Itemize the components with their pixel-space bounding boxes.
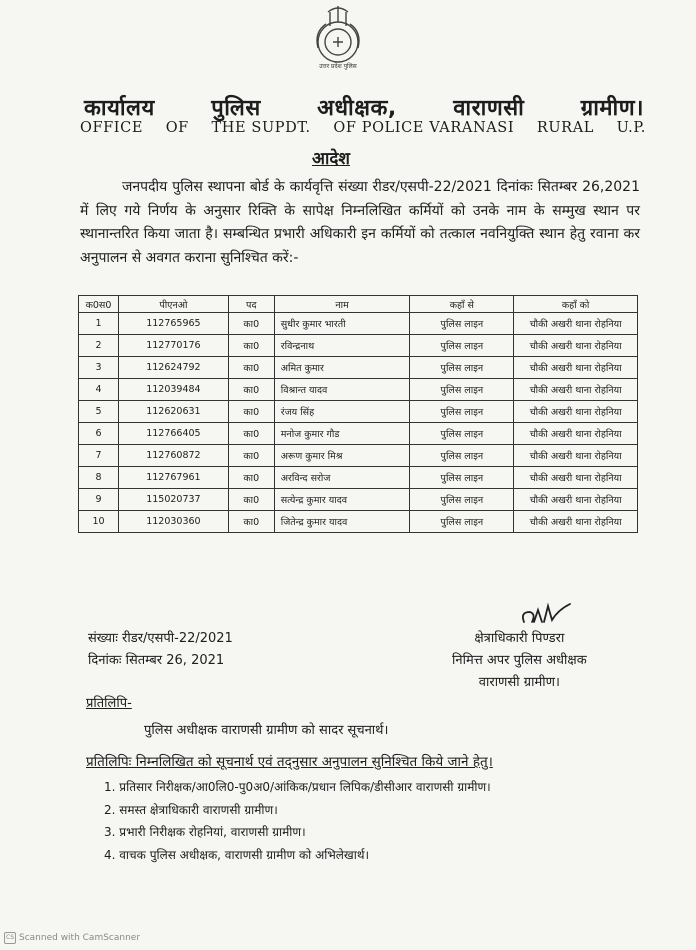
cell-rank: का0 (228, 467, 274, 489)
table-row (79, 445, 638, 467)
cell-rank: का0 (228, 489, 274, 511)
title-word: अधीक्षक, (317, 96, 397, 121)
col-header-pno: पीएनओ (118, 296, 228, 313)
cell-serial: 4 (79, 379, 119, 401)
cell-name: रविन्द्रनाथ (274, 335, 410, 357)
cell-pno: 112765965 (118, 313, 228, 335)
copy-heading-2: प्रतिलिपिः निम्नलिखित को सूचनार्थ एवं तद्नुसार अनुपालन सुनिश्चित किये जाने हेतु। (86, 754, 493, 770)
cell-from: पुलिस लाइन (410, 357, 514, 379)
up-police-emblem-icon (306, 2, 370, 72)
cell-to: चौकी अखरी थाना रोहनिया (514, 401, 638, 423)
table-body (79, 313, 638, 533)
table-row (79, 335, 638, 357)
cell-serial: 8 (79, 467, 119, 489)
col-header-serial: क0स0 (79, 296, 119, 313)
cell-to: चौकी अखरी थाना रोहनिया (514, 511, 638, 533)
col-header-rank: पद (228, 296, 274, 313)
cell-pno: 112770176 (118, 335, 228, 357)
cell-to: चौकी अखरी थाना रोहनिया (514, 467, 638, 489)
col-header-to: कहाँ को (514, 296, 638, 313)
order-title: आदेश (312, 149, 350, 169)
cell-pno: 115020737 (118, 489, 228, 511)
cell-name: मनोज कुमार गौड (274, 423, 410, 445)
title-word: U.P. (616, 120, 646, 136)
cell-name: रंजय सिंह (274, 401, 410, 423)
title-word: RURAL (536, 120, 594, 136)
cell-serial: 1 (79, 313, 119, 335)
cell-pno: 112767961 (118, 467, 228, 489)
copy-heading-1: प्रतिलिपि- (86, 696, 132, 711)
scanner-text: Scanned with CamScanner (19, 933, 141, 943)
order-paragraph-text: जनपदीय पुलिस स्थापना बोर्ड के कार्यवृत्ति संख्या रीडर/एसपी-22/2021 दिनांकः सितम्बर 26,2021 में लिए गये निर्णय के अनुसार रिक्ति के सापेक्ष निम्नलिखित कर्मियों को उनके नाम के सम्मुख स्थान पर स्थानान्तरित किया जाता है। सम्बन्धित प्रभारी अधिकारी इन कर्मियों को तत्काल नवनियुक्ति स्थान हेतु रवाना कर अनुपालन से अवगत कराना सुनिश्चित करें:- (80, 179, 640, 266)
cell-name: विश्रान्त यादव (274, 379, 410, 401)
title-word: THE SUPDT. (211, 120, 311, 136)
table-row (79, 423, 638, 445)
list-item: 4. वाचक पुलिस अधीक्षक, वाराणसी ग्रामीण को अभिलेखार्थ। (104, 847, 370, 862)
cell-to: चौकी अखरी थाना रोहनिया (514, 379, 638, 401)
cell-from: पुलिस लाइन (410, 335, 514, 357)
cell-serial: 3 (79, 357, 119, 379)
cell-rank: का0 (228, 423, 274, 445)
signatory-line3: वाराणसी ग्रामीण। (478, 675, 560, 690)
cell-pno: 112030360 (118, 511, 228, 533)
cell-name: अरविन्द सरोज (274, 467, 410, 489)
title-word: OFFICE (80, 120, 144, 136)
office-title-hindi (84, 92, 644, 122)
cell-pno: 112620631 (118, 401, 228, 423)
cell-to: चौकी अखरी थाना रोहनिया (514, 335, 638, 357)
cell-rank: का0 (228, 357, 274, 379)
col-header-name: नाम (274, 296, 410, 313)
signatory-block (452, 628, 587, 694)
order-paragraph (80, 176, 640, 270)
table-row (79, 357, 638, 379)
svg-text:उत्तर प्रदेश पुलिस: उत्तर प्रदेश पुलिस (319, 63, 357, 70)
signatory-line1: क्षेत्राधिकारी पिण्डरा (474, 631, 565, 646)
cell-pno: 112766405 (118, 423, 228, 445)
cell-to: चौकी अखरी थाना रोहनिया (514, 445, 638, 467)
table-row (79, 511, 638, 533)
office-title-english (80, 120, 646, 136)
camscanner-logo-icon: CS (4, 932, 16, 944)
table-row (79, 401, 638, 423)
title-word: OF (165, 120, 189, 136)
cell-name: सुधीर कुमार भारती (274, 313, 410, 335)
title-word: OF POLICE VARANASI (333, 120, 515, 136)
cell-to: चौकी अखरी थाना रोहनिया (514, 423, 638, 445)
cell-name: अमित कुमार (274, 357, 410, 379)
order-reference (88, 628, 233, 672)
cell-rank: का0 (228, 313, 274, 335)
cell-rank: का0 (228, 511, 274, 533)
cell-name: अरूण कुमार मिश्र (274, 445, 410, 467)
cell-rank: का0 (228, 379, 274, 401)
reference-date: दिनांकः सितम्बर 26, 2021 (88, 653, 225, 668)
cell-from: पुलिस लाइन (410, 467, 514, 489)
list-item: 3. प्रभारी निरीक्षक रोहनियां, वाराणसी ग्रामीण। (104, 825, 306, 839)
list-item: 1. प्रतिसार निरीक्षक/आ0लि0-पु0अ0/आंकिक/प्रधान लिपिक/डीसीआर वाराणसी ग्रामीण। (104, 780, 491, 794)
col-header-from: कहाँ से (410, 296, 514, 313)
cell-from: पुलिस लाइन (410, 423, 514, 445)
list-item: 2. समस्त क्षेत्राधिकारी वाराणसी ग्रामीण। (104, 802, 278, 817)
title-word: ग्रामीण। (580, 96, 644, 121)
cell-serial: 7 (79, 445, 119, 467)
cell-name: सत्येन्द्र कुमार यादव (274, 489, 410, 511)
table-row (79, 467, 638, 489)
title-word: वाराणसी (453, 96, 525, 121)
cell-to: चौकी अखरी थाना रोहनिया (514, 489, 638, 511)
table-row (79, 379, 638, 401)
transfer-table (78, 295, 638, 533)
cell-serial: 5 (79, 401, 119, 423)
cell-from: पुलिस लाइन (410, 313, 514, 335)
title-word: कार्यालय (84, 96, 155, 121)
cell-from: पुलिस लाइन (410, 511, 514, 533)
copy-distribution-list (104, 776, 491, 866)
cell-serial: 10 (79, 511, 119, 533)
cell-rank: का0 (228, 401, 274, 423)
cell-from: पुलिस लाइन (410, 401, 514, 423)
scanner-watermark (4, 932, 140, 944)
table-row (79, 489, 638, 511)
cell-rank: का0 (228, 445, 274, 467)
cell-serial: 9 (79, 489, 119, 511)
cell-rank: का0 (228, 335, 274, 357)
cell-to: चौकी अखरी थाना रोहनिया (514, 357, 638, 379)
cell-pno: 112624792 (118, 357, 228, 379)
copy-text-1: पुलिस अधीक्षक वाराणसी ग्रामीण को सादर सूचनार्थ। (144, 723, 389, 738)
cell-serial: 2 (79, 335, 119, 357)
cell-from: पुलिस लाइन (410, 379, 514, 401)
cell-serial: 6 (79, 423, 119, 445)
table-row (79, 313, 638, 335)
cell-from: पुलिस लाइन (410, 445, 514, 467)
signature-icon (518, 600, 578, 630)
table-header-row (79, 296, 638, 313)
cell-name: जितेन्द्र कुमार यादव (274, 511, 410, 533)
title-word: पुलिस (211, 96, 261, 121)
signatory-line2: निमित्त अपर पुलिस अधीक्षक (452, 653, 587, 668)
cell-pno: 112039484 (118, 379, 228, 401)
cell-from: पुलिस लाइन (410, 489, 514, 511)
reference-number: संख्याः रीडर/एसपी-22/2021 (88, 631, 233, 646)
cell-pno: 112760872 (118, 445, 228, 467)
cell-to: चौकी अखरी थाना रोहनिया (514, 313, 638, 335)
